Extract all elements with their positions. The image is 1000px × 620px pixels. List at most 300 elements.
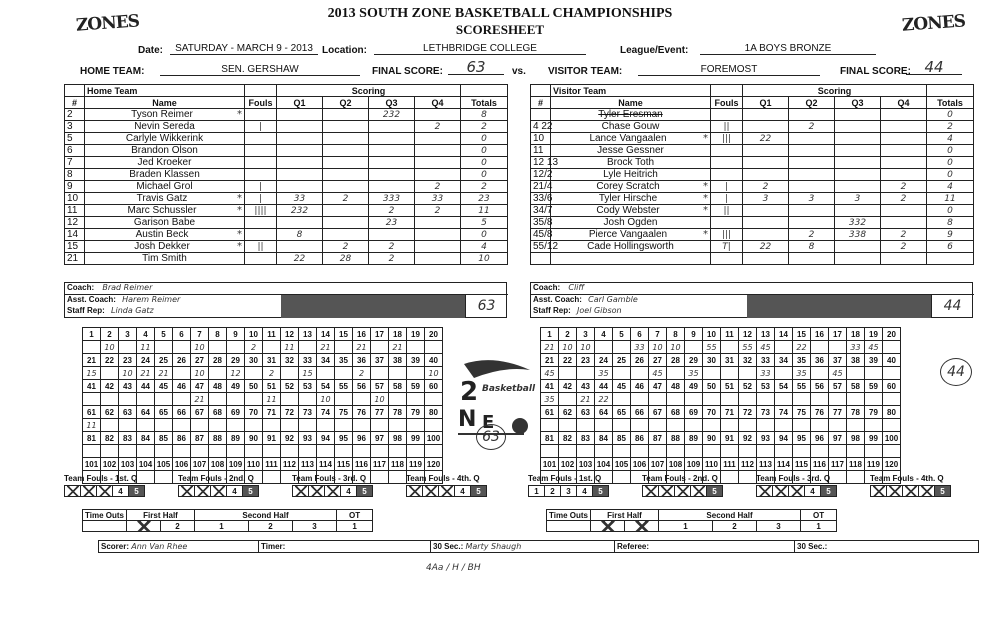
timeouts-spacer	[547, 521, 591, 532]
running-score-mark	[793, 445, 811, 458]
running-score-number: 81	[541, 432, 559, 445]
player-q3: 23	[369, 217, 415, 229]
running-score-number: 27	[649, 354, 667, 367]
running-score-mark	[739, 445, 757, 458]
running-score-mark	[209, 445, 227, 458]
running-score-mark: 21	[191, 393, 209, 406]
running-score-number: 42	[101, 380, 119, 393]
running-score-number: 68	[209, 406, 227, 419]
player-name: Michael Grol	[85, 181, 245, 193]
player-q1	[743, 229, 789, 241]
running-score-number: 59	[865, 380, 883, 393]
player-fouls: T|	[711, 241, 743, 253]
running-score-mark: 11	[281, 341, 299, 354]
running-score-mark	[865, 393, 883, 406]
running-score-number: 82	[559, 432, 577, 445]
player-q1	[277, 181, 323, 193]
running-score-mark	[703, 393, 721, 406]
player-q2: 8	[789, 241, 835, 253]
player-q1	[743, 157, 789, 169]
player-number: 45/8	[531, 229, 551, 241]
running-score-mark	[613, 471, 631, 484]
running-score-number: 1	[541, 328, 559, 341]
running-score-mark	[829, 471, 847, 484]
player-row	[65, 121, 508, 133]
player-name: Corey Scratch *	[551, 181, 711, 193]
player-row	[65, 109, 508, 121]
visitor-player-table	[530, 84, 974, 265]
timeout-box: 1	[195, 521, 249, 532]
player-q4	[881, 121, 927, 133]
running-score-mark	[631, 445, 649, 458]
running-score-number: 48	[209, 380, 227, 393]
scorer-label: Scorer:	[101, 542, 130, 551]
player-row	[65, 241, 508, 253]
running-score-mark	[829, 419, 847, 432]
running-score-number: 108	[209, 458, 227, 471]
running-score-mark	[137, 393, 155, 406]
player-fouls	[245, 217, 277, 229]
running-score-mark	[559, 445, 577, 458]
player-q2: 2	[323, 193, 369, 205]
running-score-mark	[155, 419, 173, 432]
team-fouls-boxes	[406, 485, 487, 497]
running-number-row	[541, 328, 901, 341]
team-foul-box	[325, 486, 341, 497]
running-score-number: 58	[847, 380, 865, 393]
running-score-number: 91	[721, 432, 739, 445]
running-score-number: 14	[317, 328, 335, 341]
team-foul-box	[81, 486, 97, 497]
home-coach-row	[65, 283, 508, 295]
visitor-final-label: FINAL SCORE:	[840, 66, 911, 77]
player-number: 35/8	[531, 217, 551, 229]
running-score-number: 95	[335, 432, 353, 445]
running-score-mark	[245, 367, 263, 380]
player-row	[531, 133, 974, 145]
team-fouls-label: Team Fouls - 4th. Q	[406, 474, 480, 483]
player-q3	[369, 229, 415, 241]
player-number: 9	[65, 181, 85, 193]
running-score-number: 54	[317, 380, 335, 393]
team-foul-box	[97, 486, 113, 497]
running-score-mark	[335, 367, 353, 380]
team-foul-box	[179, 486, 195, 497]
col-num: #	[531, 97, 551, 109]
col-q2: Q2	[789, 97, 835, 109]
running-score-mark	[631, 393, 649, 406]
starter-mark: *	[703, 181, 708, 192]
running-score-number: 47	[191, 380, 209, 393]
running-score-number: 38	[847, 354, 865, 367]
team-foul-box	[773, 486, 789, 497]
player-total: 5	[461, 217, 508, 229]
visitor-grand-total: 44	[931, 295, 973, 318]
running-score-number: 5	[155, 328, 173, 341]
player-q1	[743, 217, 789, 229]
team-foul-box: 5	[707, 486, 723, 497]
player-total: 0	[927, 205, 974, 217]
running-score-mark	[793, 393, 811, 406]
running-score-mark	[245, 419, 263, 432]
running-score-number: 108	[667, 458, 685, 471]
running-score-mark	[173, 367, 191, 380]
player-number	[531, 109, 551, 121]
team-foul-box	[195, 486, 211, 497]
starter-mark: *	[703, 229, 708, 240]
running-score-number: 112	[739, 458, 757, 471]
player-row	[65, 229, 508, 241]
player-row	[531, 205, 974, 217]
player-row	[65, 217, 508, 229]
player-q3	[835, 253, 881, 265]
running-score-number: 21	[83, 354, 101, 367]
running-score-mark: 45	[541, 367, 559, 380]
player-number: 14	[65, 229, 85, 241]
running-score-number: 110	[703, 458, 721, 471]
running-score-number: 25	[155, 354, 173, 367]
running-score-number: 65	[613, 406, 631, 419]
running-score-number: 35	[335, 354, 353, 367]
running-score-mark	[721, 471, 739, 484]
player-number: 33/6	[531, 193, 551, 205]
running-score-mark: 10	[101, 341, 119, 354]
team-fouls-boxes	[642, 485, 723, 497]
running-score-number: 55	[793, 380, 811, 393]
running-score-number: 64	[137, 406, 155, 419]
player-number: 3	[65, 121, 85, 133]
player-q2	[789, 133, 835, 145]
running-score-mark	[649, 445, 667, 458]
player-q2	[789, 253, 835, 265]
player-q3	[369, 145, 415, 157]
player-name: Josh Dekker *	[85, 241, 245, 253]
team-fouls-label: Team Fouls - 2nd. Q	[178, 474, 254, 483]
team-foul-box	[691, 486, 707, 497]
running-score-number: 57	[371, 380, 389, 393]
player-q2	[323, 217, 369, 229]
running-mark-row	[83, 419, 443, 432]
running-score-mark: 15	[299, 367, 317, 380]
col-fouls: Fouls	[245, 97, 277, 109]
running-score-number: 101	[541, 458, 559, 471]
running-score-number: 109	[227, 458, 245, 471]
player-fouls: |||	[711, 133, 743, 145]
player-q1: 33	[277, 193, 323, 205]
running-score-mark	[407, 393, 425, 406]
running-score-mark	[883, 393, 901, 406]
running-score-number: 94	[775, 432, 793, 445]
svg-text:N: N	[458, 407, 477, 432]
home-grand-total: 63	[465, 295, 507, 318]
running-score-mark	[389, 471, 407, 484]
player-row	[531, 121, 974, 133]
player-row	[531, 253, 974, 265]
running-score-mark	[775, 419, 793, 432]
player-q2	[323, 133, 369, 145]
scorer-name: Ann Van Rhee	[131, 542, 188, 551]
scorer-cell	[99, 541, 259, 553]
player-q4	[415, 241, 461, 253]
player-fouls	[711, 253, 743, 265]
running-score-mark	[721, 341, 739, 354]
player-number: 10	[65, 193, 85, 205]
running-score-number: 5	[613, 328, 631, 341]
team-foul-box: 3	[561, 486, 577, 497]
scoring-header: Scoring	[277, 85, 461, 97]
running-score-mark	[191, 445, 209, 458]
home-staff-name: Linda Gatz	[111, 306, 154, 315]
footer-handwritten-note: 4Aa / H / BH	[426, 563, 481, 573]
player-name: Cade Hollingsworth	[551, 241, 711, 253]
player-q4	[881, 109, 927, 121]
team-fouls-label: Team Fouls - 1st. Q	[528, 474, 602, 483]
running-score-number: 76	[811, 406, 829, 419]
visitor-final-score: 44	[906, 60, 962, 75]
running-score-number: 106	[173, 458, 191, 471]
running-score-number: 100	[425, 432, 443, 445]
running-score-number: 3	[577, 328, 595, 341]
player-fouls	[711, 217, 743, 229]
running-score-mark: 10	[425, 367, 443, 380]
running-score-mark	[425, 445, 443, 458]
player-fouls	[245, 133, 277, 145]
running-score-number: 25	[613, 354, 631, 367]
player-fouls	[711, 157, 743, 169]
running-score-mark	[649, 393, 667, 406]
running-score-number: 34	[317, 354, 335, 367]
player-total: 10	[461, 253, 508, 265]
running-score-mark	[173, 341, 191, 354]
running-score-number: 23	[577, 354, 595, 367]
player-q2	[323, 181, 369, 193]
running-score-number: 6	[631, 328, 649, 341]
running-score-number: 81	[83, 432, 101, 445]
timeouts-spacer	[83, 521, 127, 532]
running-number-row	[541, 458, 901, 471]
svg-text:2: 2	[460, 377, 479, 407]
player-q1	[743, 121, 789, 133]
player-name: Jed Kroeker	[85, 157, 245, 169]
running-score-number: 33	[757, 354, 775, 367]
visitor-team-label: VISITOR TEAM:	[548, 66, 623, 77]
running-score-number: 36	[353, 354, 371, 367]
running-score-mark	[83, 393, 101, 406]
running-score-number: 97	[371, 432, 389, 445]
running-score-mark	[119, 341, 137, 354]
running-score-mark	[811, 341, 829, 354]
running-score-number: 2	[101, 328, 119, 341]
running-score-mark: 10	[649, 341, 667, 354]
player-q4: 2	[881, 241, 927, 253]
running-score-mark	[793, 419, 811, 432]
running-score-number: 11	[263, 328, 281, 341]
running-score-number: 28	[209, 354, 227, 367]
player-name: Pierce Vangaalen *	[551, 229, 711, 241]
staff-rep-label: Staff Rep:	[67, 306, 105, 315]
running-score-mark	[335, 341, 353, 354]
starter-mark: *	[703, 205, 708, 216]
player-q3	[835, 181, 881, 193]
running-number-row	[83, 432, 443, 445]
running-score-mark: 21	[137, 367, 155, 380]
player-total: 0	[461, 157, 508, 169]
running-score-mark	[613, 419, 631, 432]
player-q3: 332	[835, 217, 881, 229]
running-score-mark	[613, 341, 631, 354]
running-score-mark	[613, 367, 631, 380]
player-number: 2	[65, 109, 85, 121]
player-name: Carlyle Wikkerink	[85, 133, 245, 145]
running-mark-row	[83, 445, 443, 458]
player-q2	[323, 121, 369, 133]
team-foul-box: 4	[113, 486, 129, 497]
player-q2	[789, 145, 835, 157]
running-score-mark: 21	[155, 367, 173, 380]
col-fouls: Fouls	[711, 97, 743, 109]
running-score-number: 93	[757, 432, 775, 445]
running-score-mark: 11	[83, 419, 101, 432]
player-fouls	[245, 169, 277, 181]
running-score-mark	[757, 393, 775, 406]
player-fouls	[245, 145, 277, 157]
running-score-number: 111	[263, 458, 281, 471]
player-q4	[415, 253, 461, 265]
running-score-mark	[281, 367, 299, 380]
team-fouls-boxes	[756, 485, 837, 497]
running-score-mark: 21	[317, 341, 335, 354]
running-score-number: 2	[559, 328, 577, 341]
running-score-mark	[847, 367, 865, 380]
running-score-mark: 2	[353, 367, 371, 380]
running-score-mark	[245, 445, 263, 458]
running-score-number: 117	[829, 458, 847, 471]
running-score-number: 102	[101, 458, 119, 471]
running-score-mark: 15	[83, 367, 101, 380]
running-score-number: 19	[865, 328, 883, 341]
running-score-number: 42	[559, 380, 577, 393]
running-score-mark	[155, 341, 173, 354]
running-score-mark	[227, 341, 245, 354]
starter-mark: *	[237, 109, 242, 120]
running-score-number: 32	[739, 354, 757, 367]
running-score-number: 19	[407, 328, 425, 341]
running-score-mark	[191, 419, 209, 432]
running-score-number: 8	[209, 328, 227, 341]
running-score-mark	[83, 445, 101, 458]
player-row	[65, 181, 508, 193]
running-score-number: 56	[353, 380, 371, 393]
player-q3: 2	[369, 241, 415, 253]
running-score-mark: 33	[847, 341, 865, 354]
running-score-number: 63	[577, 406, 595, 419]
running-score-number: 116	[353, 458, 371, 471]
player-q1: 22	[743, 133, 789, 145]
running-score-number: 40	[883, 354, 901, 367]
running-score-mark: 45	[649, 367, 667, 380]
running-score-number: 116	[811, 458, 829, 471]
player-q3	[369, 181, 415, 193]
col-num: #	[65, 97, 85, 109]
running-score-number: 9	[227, 328, 245, 341]
running-score-mark	[595, 419, 613, 432]
player-total: 0	[927, 145, 974, 157]
running-score-number: 24	[595, 354, 613, 367]
home-team-field: SEN. GERSHAW	[160, 64, 360, 76]
player-name: Tyler Eresman	[551, 109, 711, 121]
running-score-number: 67	[191, 406, 209, 419]
running-score-number: 60	[425, 380, 443, 393]
player-q4	[881, 217, 927, 229]
visitor-circled-total: 44	[940, 358, 972, 386]
running-score-number: 7	[649, 328, 667, 341]
running-score-mark: 11	[263, 393, 281, 406]
running-score-mark	[577, 367, 595, 380]
running-score-number: 8	[667, 328, 685, 341]
player-q1	[277, 121, 323, 133]
player-q2	[323, 145, 369, 157]
player-total: 4	[927, 133, 974, 145]
running-score-number: 53	[299, 380, 317, 393]
team-foul-box: 5	[357, 486, 373, 497]
timeouts-label: Time Outs	[83, 510, 127, 521]
running-score-mark: 2	[245, 341, 263, 354]
running-score-number: 106	[631, 458, 649, 471]
running-score-mark	[299, 419, 317, 432]
running-score-mark	[649, 419, 667, 432]
running-score-number: 99	[407, 432, 425, 445]
running-score-number: 59	[407, 380, 425, 393]
player-total: 9	[927, 229, 974, 241]
running-score-mark	[389, 393, 407, 406]
player-q3: 2	[369, 253, 415, 265]
visitor-section-label: Visitor Team	[551, 85, 711, 97]
running-score-mark	[739, 419, 757, 432]
running-score-mark	[847, 419, 865, 432]
player-name: Tyson Reimer *	[85, 109, 245, 121]
running-score-number: 82	[101, 432, 119, 445]
running-score-mark	[407, 419, 425, 432]
running-score-mark	[721, 445, 739, 458]
visitor-asst-name: Carl Gamble	[588, 295, 638, 304]
running-score-number: 41	[83, 380, 101, 393]
player-fouls	[245, 229, 277, 241]
player-q1	[277, 217, 323, 229]
team-foul-box	[903, 486, 919, 497]
team-foul-box	[887, 486, 903, 497]
running-score-number: 27	[191, 354, 209, 367]
running-score-number: 38	[389, 354, 407, 367]
player-q2	[323, 229, 369, 241]
timeout-box: 2	[249, 521, 293, 532]
running-score-mark	[559, 419, 577, 432]
player-q1	[743, 145, 789, 157]
running-score-mark	[155, 445, 173, 458]
running-score-number: 66	[173, 406, 191, 419]
ot-label: OT	[801, 510, 837, 521]
running-score-mark	[371, 341, 389, 354]
col-totals: Totals	[927, 97, 974, 109]
running-score-number: 29	[685, 354, 703, 367]
sec30-cell	[431, 541, 615, 553]
player-row	[531, 217, 974, 229]
sec30-label: 30 Sec.:	[433, 542, 464, 551]
running-score-number: 49	[227, 380, 245, 393]
running-score-mark: 10	[371, 393, 389, 406]
starter-mark: *	[237, 229, 242, 240]
running-score-mark	[353, 393, 371, 406]
running-score-mark: 12	[227, 367, 245, 380]
